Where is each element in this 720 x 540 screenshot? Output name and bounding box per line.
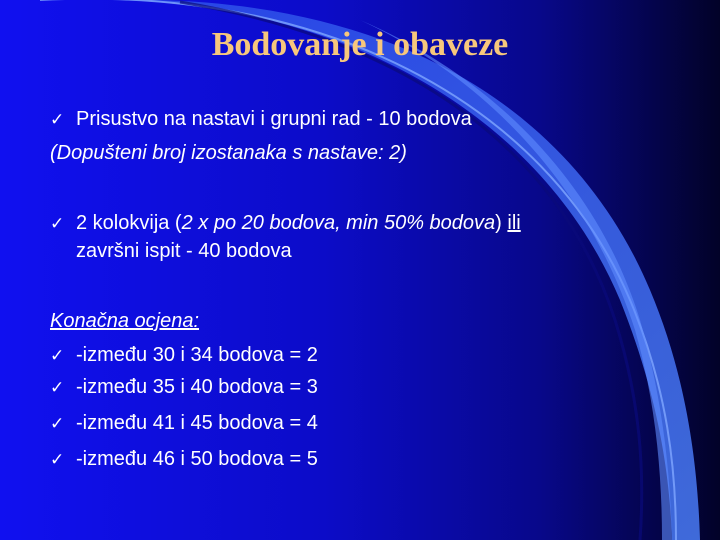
- grade-item: [50, 446, 318, 473]
- grade-item-text: -između 46 i 50 bodova = 5: [76, 448, 318, 470]
- grade-item-text: -između 35 i 40 bodova = 3: [76, 376, 318, 398]
- checkmark-icon: ✓: [50, 214, 65, 234]
- grade-item: [50, 410, 318, 437]
- attendance-note: (Dopušteni broj izostanaka s nastave: 2): [50, 142, 407, 164]
- checkmark-icon: ✓: [50, 378, 65, 398]
- exam-italic-detail: 2 x po 20 bodova, min 50% bodova: [181, 212, 496, 234]
- checkmark-icon: ✓: [50, 346, 65, 366]
- grades-heading: Konačna ocjena:: [50, 310, 200, 332]
- checkmark-icon: ✓: [50, 414, 65, 434]
- exam-bullet: [50, 210, 521, 237]
- slide-title: Bodovanje i obaveze: [211, 26, 509, 63]
- checkmark-icon: ✓: [50, 450, 65, 470]
- grade-item-text: -između 30 i 34 bodova = 2: [76, 344, 318, 366]
- exam-final-line: završni ispit - 40 bodova: [76, 240, 292, 262]
- swoosh-highlight: [360, 20, 672, 540]
- grade-item-text: -između 41 i 45 bodova = 4: [76, 412, 318, 434]
- exam-suffix: ): [495, 212, 502, 234]
- attendance-bullet: [50, 106, 472, 133]
- grade-item: [50, 342, 318, 369]
- exam-or-word: ili: [507, 212, 521, 234]
- attendance-text: Prisustvo na nastavi i grupni rad - 10 bodova: [76, 108, 472, 130]
- grade-item: [50, 374, 318, 401]
- exam-prefix: 2 kolokvija (: [76, 212, 182, 234]
- checkmark-icon: ✓: [50, 110, 65, 130]
